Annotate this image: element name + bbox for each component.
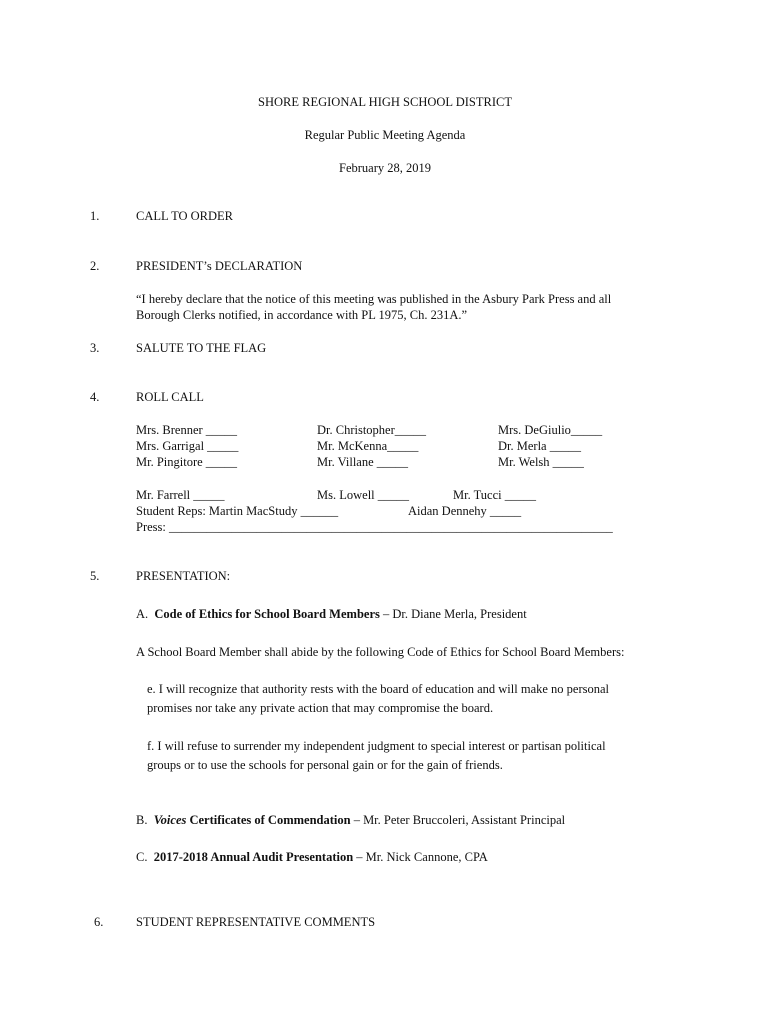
roll-call-entry: Mr. Villane _____ bbox=[317, 455, 409, 469]
presentation-c-presenter: – Mr. Nick Cannone, CPA bbox=[353, 850, 488, 864]
item-number-5: 5. bbox=[90, 569, 100, 583]
item-number-3: 3. bbox=[90, 341, 100, 355]
item-number-1: 1. bbox=[90, 209, 100, 223]
student-rep-entry: Aidan Dennehy _____ bbox=[408, 504, 522, 518]
roll-call-entry: Mrs. Garrigal _____ bbox=[136, 439, 239, 453]
agenda-subtitle: Regular Public Meeting Agenda bbox=[304, 128, 466, 142]
code-of-ethics-intro: A School Board Member shall abide by the following Code of Ethics for School Board Members: bbox=[136, 645, 625, 659]
presentation-a bbox=[136, 606, 527, 622]
presentation-b-letter: B. bbox=[136, 813, 148, 827]
item-title-presentation: PRESENTATION: bbox=[136, 569, 231, 583]
presentation-b-presenter: – Mr. Peter Bruccoleri, Assistant Principal bbox=[350, 813, 566, 827]
presentation-c-title: 2017-2018 Annual Audit Presentation bbox=[153, 850, 354, 864]
item-number-6: 6. bbox=[94, 915, 104, 929]
declaration-line-1: “I hereby declare that the notice of this meeting was published in the Asbury Park Press and all bbox=[136, 292, 612, 306]
presentation-c bbox=[136, 849, 488, 865]
presentation-b-italic: Voices bbox=[153, 813, 187, 827]
item-title-salute: SALUTE TO THE FLAG bbox=[136, 341, 267, 355]
item-title-student-rep-comments: STUDENT REPRESENTATIVE COMMENTS bbox=[136, 915, 376, 929]
presentation-b bbox=[136, 812, 565, 828]
presentation-a-letter: A. bbox=[136, 607, 149, 621]
item-title-president-declaration: PRESIDENT’s DECLARATION bbox=[136, 259, 303, 273]
presentation-a-presenter: – Dr. Diane Merla, President bbox=[379, 607, 527, 621]
district-title: SHORE REGIONAL HIGH SCHOOL DISTRICT bbox=[258, 95, 512, 109]
item-number-2: 2. bbox=[90, 259, 100, 273]
press-entry: Press: _______________________________________________________________________ bbox=[136, 520, 613, 534]
item-title-call-to-order: CALL TO ORDER bbox=[136, 209, 233, 223]
roll-call-entry: Ms. Lowell _____ bbox=[317, 488, 410, 502]
roll-call-entry: Mrs. DeGiulio_____ bbox=[498, 423, 603, 437]
item-title-roll-call: ROLL CALL bbox=[136, 390, 204, 404]
roll-call-entry: Mr. Farrell _____ bbox=[136, 488, 225, 502]
presentation-b-title: Certificates of Commendation bbox=[186, 813, 351, 827]
presentation-c-letter: C. bbox=[136, 850, 148, 864]
ethics-item-f-line-2: groups or to use the schools for personal gain or for the gain of friends. bbox=[147, 758, 503, 772]
roll-call-entry: Dr. Christopher_____ bbox=[317, 423, 427, 437]
roll-call-entry: Dr. Merla _____ bbox=[498, 439, 581, 453]
presentation-a-title: Code of Ethics for School Board Members bbox=[154, 607, 380, 621]
item-number-4: 4. bbox=[90, 390, 100, 404]
ethics-item-e-line-2: promises nor take any private action that may compromise the board. bbox=[147, 701, 494, 715]
meeting-date: February 28, 2019 bbox=[339, 161, 431, 175]
ethics-item-e-line-1: e. I will recognize that authority rests with the board of education and will make no personal bbox=[147, 682, 610, 696]
roll-call-entry: Mrs. Brenner _____ bbox=[136, 423, 238, 437]
ethics-item-f-line-1: f. I will refuse to surrender my independent judgment to special interest or partisan political bbox=[147, 739, 606, 753]
roll-call-entry: Mr. McKenna_____ bbox=[317, 439, 419, 453]
student-reps-entry: Student Reps: Martin MacStudy ______ bbox=[136, 504, 339, 518]
roll-call-entry: Mr. Tucci _____ bbox=[453, 488, 537, 502]
roll-call-entry: Mr. Pingitore _____ bbox=[136, 455, 238, 469]
declaration-line-2: Borough Clerks notified, in accordance with PL 1975, Ch. 231A.” bbox=[136, 308, 468, 322]
roll-call-entry: Mr. Welsh _____ bbox=[498, 455, 584, 469]
